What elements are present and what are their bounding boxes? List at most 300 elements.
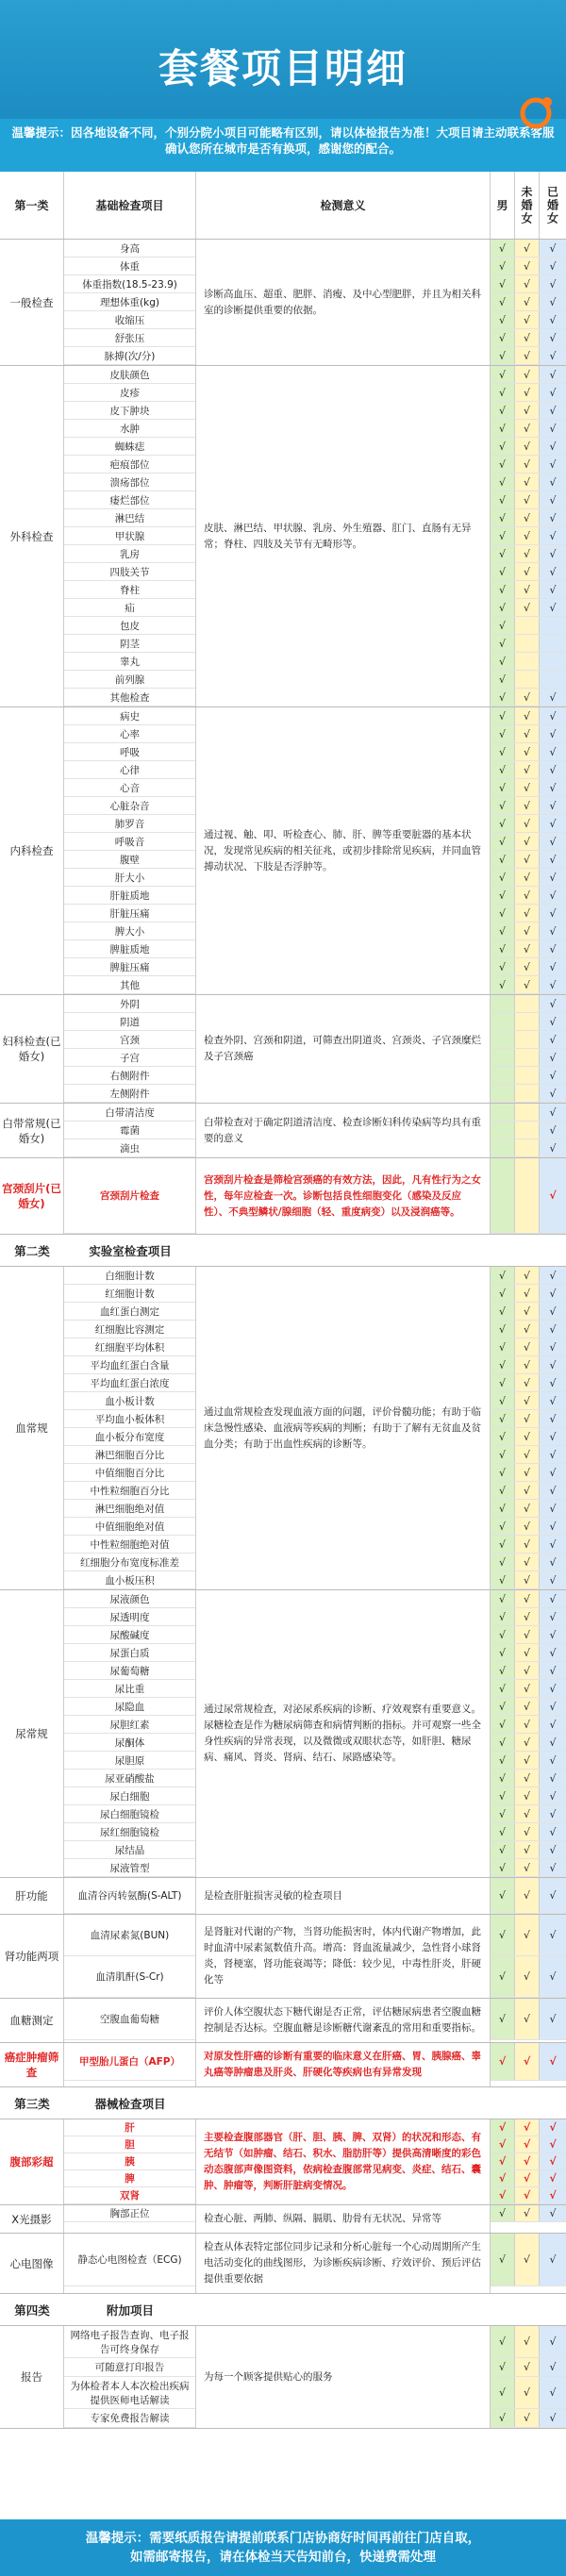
table-row-item: 尿结晶 <box>64 1841 195 1859</box>
check-mark-cell: √ <box>491 420 515 437</box>
check-mark-cell: √ <box>515 887 540 904</box>
check-mark-cell: √ <box>540 1680 566 1697</box>
table-row-item: 尿红细胞镜检 <box>64 1823 195 1841</box>
mark-row <box>491 1067 566 1085</box>
table-row-item: 前列腺 <box>64 671 195 689</box>
check-mark-cell: √ <box>515 1410 540 1427</box>
mark-row <box>491 851 566 869</box>
check-mark-cell: √ <box>491 2153 515 2169</box>
table-row-item: 红细胞平均体积 <box>64 1338 195 1356</box>
group-description: 对原发性肝癌的诊断有重要的临床意义在肝癌、胃、胰腺癌、睾丸癌等肿瘤患及肝炎、肝硬化等疾病也有异常发现 <box>196 2043 491 2086</box>
check-mark-cell: √ <box>540 1662 566 1679</box>
group-items <box>64 1590 196 1877</box>
table-row-item: 血小板压积 <box>64 1571 195 1589</box>
check-mark-cell: √ <box>515 851 540 868</box>
check-mark-cell: √ <box>491 653 515 670</box>
table-row-item: 肺罗音 <box>64 815 195 833</box>
check-mark-cell: √ <box>540 1338 566 1355</box>
group-items <box>64 995 196 1103</box>
mark-row <box>491 2409 566 2428</box>
mark-row <box>491 1608 566 1626</box>
mark-row <box>491 347 566 365</box>
check-mark-cell: √ <box>515 1464 540 1481</box>
check-mark-cell: √ <box>515 2205 540 2221</box>
group-marks <box>491 2326 566 2428</box>
notice-banner: 温馨提示：因各地设备不同，个别分院小项目可能略有区别，请以体检报告为准！大项目请主动联系客服确认您所在城市是否有换项，感谢您的配合。 <box>0 119 566 172</box>
group-marks <box>491 2043 566 2086</box>
check-mark-cell <box>491 1031 515 1048</box>
table-row-item: 脊柱 <box>64 581 195 599</box>
mark-row <box>491 869 566 887</box>
check-mark-cell: √ <box>515 1823 540 1840</box>
check-mark-cell: √ <box>491 617 515 634</box>
check-mark-cell: √ <box>491 1267 515 1284</box>
mark-row <box>491 1915 566 1956</box>
section-device-label: 第三类 <box>14 2096 50 2111</box>
check-mark-cell: √ <box>540 1031 566 1048</box>
check-mark-cell: √ <box>540 1013 566 1030</box>
check-mark-cell <box>515 1049 540 1066</box>
group-description: 为每一个顾客提供贴心的服务 <box>196 2326 491 2428</box>
mark-row <box>491 1626 566 1644</box>
table-group <box>0 1915 566 1999</box>
group-category: 癌症肿瘤筛查 <box>0 2043 64 2086</box>
footer-line-2: 如需邮寄报告，请在体检当天告知前台，快递费需处理 <box>130 2550 436 2565</box>
mark-row <box>491 2136 566 2153</box>
check-mark-cell: √ <box>491 2326 515 2357</box>
check-mark-cell <box>515 617 540 634</box>
mark-row <box>491 1590 566 1608</box>
group-description: 检查心脏、两肺、纵隔、膈肌、肋骨有无状况、异常等 <box>196 2205 491 2233</box>
check-mark-cell: √ <box>515 2153 540 2169</box>
table-row-item: 可随意打印报告 <box>64 2358 195 2377</box>
mark-row <box>491 1303 566 1321</box>
check-mark-cell: √ <box>515 1338 540 1355</box>
table-group <box>0 1590 566 1878</box>
section-lab-title <box>0 1235 566 1267</box>
check-mark-cell: √ <box>515 1787 540 1804</box>
check-mark-cell: √ <box>491 491 515 508</box>
check-mark-cell: √ <box>540 1410 566 1427</box>
mark-row <box>491 1956 566 1998</box>
table-row-item: 网络电子报告查询、电子报告可终身保存 <box>64 2326 195 2358</box>
check-mark-cell: √ <box>540 347 566 364</box>
header-married-female: 已婚女 <box>545 185 559 225</box>
group-marks <box>491 995 566 1103</box>
check-mark-cell: √ <box>491 976 515 993</box>
check-mark-cell: √ <box>540 293 566 310</box>
table-row-item: 红细胞比容测定 <box>64 1321 195 1338</box>
check-mark-cell: √ <box>540 1571 566 1588</box>
group-items <box>64 2326 196 2428</box>
mark-row <box>491 1428 566 1446</box>
check-mark-cell: √ <box>491 1285 515 1302</box>
table-row-item: 红细胞计数 <box>64 1285 195 1303</box>
mark-row <box>491 1285 566 1303</box>
table-row-item: 身高 <box>64 240 195 258</box>
table-row-item: 其他检查 <box>64 689 195 706</box>
mark-row <box>491 1680 566 1698</box>
check-mark-cell <box>515 635 540 652</box>
table-group <box>0 2205 566 2234</box>
table-row-item: 淋巴细胞绝对值 <box>64 1500 195 1518</box>
check-mark-cell <box>515 1158 540 1233</box>
check-mark-cell: √ <box>515 581 540 598</box>
check-mark-cell: √ <box>540 366 566 383</box>
mark-row <box>491 2119 566 2136</box>
table-row-item: 血小板分布宽度 <box>64 1428 195 1446</box>
check-mark-cell: √ <box>540 1464 566 1481</box>
mark-row <box>491 1770 566 1787</box>
table-row-item: 体重指数(18.5-23.9) <box>64 275 195 293</box>
table-row-item: 收缩压 <box>64 311 195 329</box>
table-group <box>0 2326 566 2429</box>
table-row-item: 疤痕部位 <box>64 456 195 474</box>
mark-row <box>491 761 566 779</box>
check-mark-cell <box>491 1139 515 1156</box>
check-mark-cell: √ <box>515 545 540 562</box>
check-mark-cell: √ <box>515 2043 540 2080</box>
check-mark-cell: √ <box>540 1285 566 1302</box>
check-mark-cell: √ <box>540 491 566 508</box>
check-mark-cell: √ <box>540 995 566 1012</box>
group-items <box>64 1878 196 1914</box>
mark-row <box>491 1500 566 1518</box>
table-row-item: 呼吸 <box>64 743 195 761</box>
check-mark-cell: √ <box>491 635 515 652</box>
check-mark-cell: √ <box>515 456 540 473</box>
check-mark-cell: √ <box>491 1321 515 1338</box>
group-marks <box>491 1158 566 1234</box>
mark-row <box>491 743 566 761</box>
mark-row <box>491 275 566 293</box>
mark-row <box>491 1104 566 1122</box>
mark-row <box>491 671 566 689</box>
group-category: X光摄影 <box>0 2205 64 2233</box>
table-row-item: 白细胞计数 <box>64 1267 195 1285</box>
check-mark-cell: √ <box>515 2136 540 2152</box>
mark-row <box>491 1122 566 1139</box>
check-mark-cell: √ <box>515 779 540 796</box>
table-row-item: 尿胆红素 <box>64 1716 195 1734</box>
check-mark-cell: √ <box>491 1608 515 1625</box>
check-mark-cell: √ <box>540 940 566 957</box>
mark-row <box>491 1662 566 1680</box>
check-mark-cell: √ <box>515 689 540 706</box>
check-mark-cell: √ <box>515 797 540 814</box>
mark-row <box>491 1554 566 1571</box>
check-mark-cell: √ <box>540 1321 566 1338</box>
mark-row <box>491 420 566 438</box>
check-mark-cell: √ <box>540 851 566 868</box>
table-row-item: 四肢关节 <box>64 563 195 581</box>
check-mark-cell: √ <box>515 1878 540 1913</box>
check-mark-cell <box>491 1013 515 1030</box>
header-unmarried-female: 未婚女 <box>515 172 540 239</box>
table-row-item: 皮疹 <box>64 384 195 402</box>
mark-row <box>491 725 566 743</box>
check-mark-cell <box>491 1104 515 1121</box>
check-mark-cell: √ <box>491 1644 515 1661</box>
check-mark-cell: √ <box>491 347 515 364</box>
header-meaning: 检测意义 <box>196 172 491 239</box>
check-mark-cell: √ <box>491 1999 515 2039</box>
check-mark-cell: √ <box>491 1536 515 1553</box>
check-mark-cell: √ <box>540 474 566 490</box>
check-mark-cell: √ <box>491 1698 515 1715</box>
group-category: 肝功能 <box>0 1878 64 1914</box>
check-mark-cell: √ <box>491 1716 515 1733</box>
group-description: 检查外阴、宫颈和阴道，可筛查出阴道炎、宫颈炎、子宫颈糜烂及子宫颈癌 <box>196 995 491 1103</box>
check-mark-cell: √ <box>491 1841 515 1858</box>
check-mark-cell <box>515 1122 540 1138</box>
header-banner <box>0 0 566 119</box>
check-mark-cell: √ <box>540 1698 566 1715</box>
check-mark-cell: √ <box>491 940 515 957</box>
group-category: 腹部彩超 <box>0 2119 64 2204</box>
group-description: 通过血常规检查发现血液方面的问题，评价骨髓功能；有助于临床急慢性感染、血液病等疾病的判断；有助于了解有无贫血及贫血分类；有助于出血性疾病的诊断等。 <box>196 1267 491 1589</box>
table-header <box>0 172 566 240</box>
check-mark-cell: √ <box>540 1067 566 1084</box>
table-row-item: 肝脏压痛 <box>64 905 195 922</box>
mark-row <box>491 2153 566 2170</box>
mark-row <box>491 366 566 384</box>
check-mark-cell: √ <box>491 1356 515 1373</box>
table-row-item: 中值细胞绝对值 <box>64 1518 195 1536</box>
check-mark-cell: √ <box>515 2377 540 2408</box>
group-category: 妇科检查(已婚女) <box>0 995 64 1103</box>
check-mark-cell: √ <box>540 1518 566 1535</box>
check-mark-cell: √ <box>540 2377 566 2408</box>
check-mark-cell: √ <box>540 1716 566 1733</box>
mark-row <box>491 456 566 474</box>
check-mark-cell: √ <box>491 1915 515 1955</box>
mark-row <box>491 1464 566 1482</box>
check-mark-cell: √ <box>491 922 515 939</box>
group-category: 报告 <box>0 2326 64 2428</box>
check-mark-cell: √ <box>515 1590 540 1607</box>
check-mark-cell: √ <box>491 869 515 886</box>
check-mark-cell: √ <box>515 1734 540 1751</box>
check-mark-cell: √ <box>515 2187 540 2203</box>
check-mark-cell: √ <box>515 1999 540 2039</box>
check-mark-cell: √ <box>540 2234 566 2285</box>
group-items <box>64 1915 196 1998</box>
mark-row <box>491 311 566 329</box>
table-group <box>0 2119 566 2205</box>
table-group <box>0 240 566 366</box>
check-mark-cell: √ <box>540 887 566 904</box>
table-row-item: 脾大小 <box>64 922 195 940</box>
check-mark-cell: √ <box>491 293 515 310</box>
table-row-item: 阴茎 <box>64 635 195 653</box>
check-mark-cell: √ <box>491 1823 515 1840</box>
group-items <box>64 1999 196 2042</box>
check-mark-cell: √ <box>540 833 566 850</box>
check-mark-cell: √ <box>491 1410 515 1427</box>
check-mark-cell: √ <box>515 1915 540 1955</box>
table-row-item: 甲型胎儿蛋白（AFP） <box>64 2043 195 2081</box>
check-mark-cell: √ <box>491 2377 515 2408</box>
check-mark-cell: √ <box>491 851 515 868</box>
check-mark-cell: √ <box>540 275 566 292</box>
check-mark-cell: √ <box>540 2326 566 2357</box>
check-mark-cell: √ <box>515 905 540 922</box>
section-lab <box>0 1267 566 2087</box>
check-mark-cell: √ <box>491 725 515 742</box>
group-items <box>64 707 196 994</box>
header-category: 第一类 <box>0 172 64 239</box>
table-group <box>0 995 566 1104</box>
table-row-item: 脉搏(次/分) <box>64 347 195 365</box>
mark-row <box>491 438 566 456</box>
mark-row <box>491 635 566 653</box>
check-mark-cell: √ <box>515 384 540 401</box>
mark-row <box>491 545 566 563</box>
table-row-item: 心音 <box>64 779 195 797</box>
check-mark-cell <box>515 1031 540 1048</box>
table-group <box>0 1158 566 1235</box>
check-mark-cell: √ <box>515 1267 540 1284</box>
group-marks <box>491 1878 566 1914</box>
table-row-item: 心律 <box>64 761 195 779</box>
check-mark-cell: √ <box>515 563 540 580</box>
table-row-item: 专家免费报告解读 <box>64 2409 195 2428</box>
mark-row <box>491 1139 566 1157</box>
group-marks <box>491 366 566 706</box>
table-row-item: 中值细胞百分比 <box>64 1464 195 1482</box>
check-mark-cell: √ <box>491 2136 515 2152</box>
check-mark-cell: √ <box>491 689 515 706</box>
mark-row <box>491 2043 566 2081</box>
check-mark-cell: √ <box>540 1554 566 1571</box>
check-mark-cell: √ <box>540 1644 566 1661</box>
group-items <box>64 2205 196 2233</box>
check-mark-cell: √ <box>515 1285 540 1302</box>
table-row-item: 白带清洁度 <box>64 1104 195 1122</box>
check-mark-cell <box>491 995 515 1012</box>
check-mark-cell: √ <box>540 779 566 796</box>
check-mark-cell: √ <box>540 1752 566 1769</box>
table-row-item: 蜘蛛痣 <box>64 438 195 456</box>
check-mark-cell: √ <box>515 2326 540 2357</box>
check-mark-cell: √ <box>515 347 540 364</box>
logo-icon <box>517 94 558 130</box>
check-mark-cell: √ <box>515 258 540 274</box>
check-mark-cell <box>540 617 566 634</box>
mark-row <box>491 1859 566 1877</box>
table-row-item: 空腹血葡萄糖 <box>64 1999 195 2040</box>
check-mark-cell: √ <box>515 1644 540 1661</box>
group-marks <box>491 1590 566 1877</box>
table-row-item: 宫颈刮片检查 <box>64 1158 195 1234</box>
check-mark-cell: √ <box>540 2043 566 2080</box>
group-items <box>64 2119 196 2204</box>
check-mark-cell: √ <box>515 2409 540 2427</box>
table-row-item: 疝 <box>64 599 195 617</box>
table-row-item: 红细胞分布宽度标准差 <box>64 1554 195 1571</box>
check-mark-cell: √ <box>491 1680 515 1697</box>
table-row-item: 肝脏质地 <box>64 887 195 905</box>
table-row-item: 为体检者本人本次检出疾病提供医师电话解读 <box>64 2377 195 2409</box>
mark-row <box>491 1571 566 1589</box>
check-mark-cell: √ <box>540 1915 566 1955</box>
mark-row <box>491 1805 566 1823</box>
table-row-item: 胰 <box>64 2153 195 2170</box>
mark-row <box>491 1644 566 1662</box>
check-mark-cell: √ <box>540 761 566 778</box>
table-row-item: 尿白细胞 <box>64 1787 195 1805</box>
group-description: 通过视、触、叩、听检查心、肺、肝、脾等重要脏器的基本状况，发现常见疾病的相关征兆，或初步排除常见疾病，并同血管搏动状况、下肢是否浮肿等。 <box>196 707 491 994</box>
table-row-item: 肝 <box>64 2119 195 2136</box>
group-description: 宫颈刮片检查是筛检宫颈癌的有效方法，因此，凡有性行为之女性，每年应检查一次。诊断包括良性细胞变化（感染及反应性）、不典型鳞状/腺细胞（轻、重度病变）以及浸润癌等。 <box>196 1158 491 1234</box>
check-mark-cell <box>540 671 566 688</box>
check-mark-cell: √ <box>540 1139 566 1156</box>
table-group <box>0 366 566 707</box>
check-mark-cell: √ <box>515 311 540 328</box>
check-mark-cell: √ <box>515 1716 540 1733</box>
mark-row <box>491 258 566 275</box>
check-mark-cell: √ <box>515 1752 540 1769</box>
check-mark-cell: √ <box>491 707 515 724</box>
check-mark-cell: √ <box>491 1770 515 1787</box>
mark-row <box>491 922 566 940</box>
table-row-item: 双肾 <box>64 2187 195 2204</box>
table-row-item: 腹壁 <box>64 851 195 869</box>
table-row-item: 宫颈 <box>64 1031 195 1049</box>
check-mark-cell: √ <box>540 2187 566 2203</box>
check-mark-cell: √ <box>515 275 540 292</box>
check-mark-cell: √ <box>515 366 540 383</box>
check-mark-cell: √ <box>540 1085 566 1102</box>
check-mark-cell: √ <box>515 707 540 724</box>
check-mark-cell: √ <box>540 1122 566 1138</box>
check-mark-cell: √ <box>491 815 515 832</box>
mark-row <box>491 1158 566 1234</box>
check-mark-cell: √ <box>491 275 515 292</box>
group-description: 检查从体表特定部位同步记录和分析心脏每一个心动周期所产生电活动变化的曲线图形，为诊断疾病诊断、疗效评价、预后评估提供重要依据 <box>196 2234 491 2293</box>
check-mark-cell: √ <box>515 1536 540 1553</box>
table-row-item: 心脏杂音 <box>64 797 195 815</box>
check-mark-cell: √ <box>491 329 515 346</box>
check-mark-cell: √ <box>540 707 566 724</box>
check-mark-cell: √ <box>540 958 566 975</box>
check-mark-cell: √ <box>515 491 540 508</box>
group-marks <box>491 1915 566 1998</box>
table-row-item: 尿透明度 <box>64 1608 195 1626</box>
table-group <box>0 1104 566 1158</box>
check-mark-cell: √ <box>515 1841 540 1858</box>
table-row-item: 血红蛋白测定 <box>64 1303 195 1321</box>
check-mark-cell: √ <box>515 815 540 832</box>
check-mark-cell: √ <box>540 976 566 993</box>
check-mark-cell <box>515 671 540 688</box>
check-mark-cell <box>491 1067 515 1084</box>
group-category: 肾功能两项 <box>0 1915 64 1998</box>
check-mark-cell: √ <box>515 1518 540 1535</box>
check-mark-cell: √ <box>515 527 540 544</box>
check-mark-cell: √ <box>540 1500 566 1517</box>
section-device-name: 器械检查项目 <box>94 2096 166 2111</box>
check-mark-cell: √ <box>515 420 540 437</box>
check-mark-cell: √ <box>491 527 515 544</box>
check-mark-cell: √ <box>491 581 515 598</box>
mark-row <box>491 2377 566 2409</box>
check-mark-cell: √ <box>540 1267 566 1284</box>
group-items <box>64 1104 196 1157</box>
mark-row <box>491 1716 566 1734</box>
check-mark-cell: √ <box>491 1482 515 1499</box>
